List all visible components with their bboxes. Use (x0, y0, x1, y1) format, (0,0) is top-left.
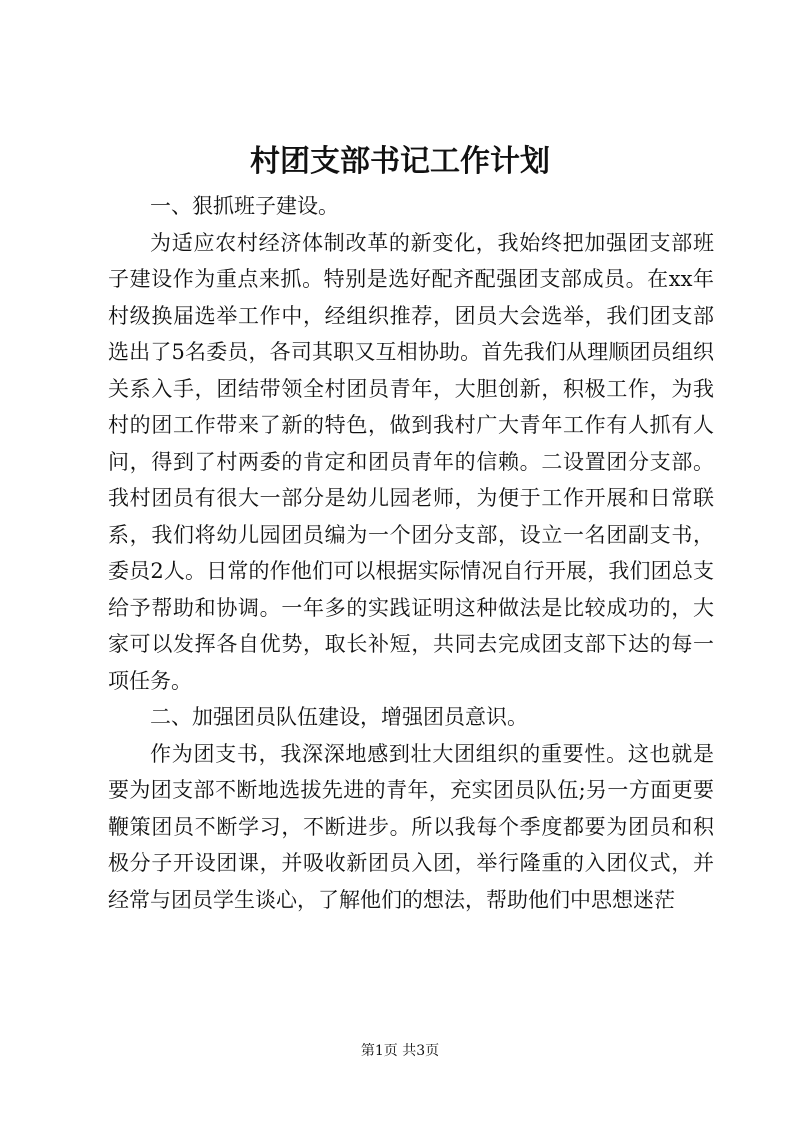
body-paragraph-2: 作为团支书，我深深地感到壮大团组织的重要性。这也就是要为团支部不断地选拔先进的青年，充实团员队伍;另一方面更要鞭策团员不断学习，不断进步。所以我每个季度都要为团员和积极分子开设团课，并吸收新团员入团，举行隆重的入团仪式，并经常与团员学生谈心，了解他们的想法，帮助他们中思想迷茫 (108, 741, 714, 912)
section-heading-1: 一、狠抓班子建设。 (150, 194, 339, 218)
document-title: 村团支部书记工作计划 (250, 144, 550, 179)
document-body (108, 188, 714, 918)
page-footer: 第1页 共3页 (360, 1043, 440, 1059)
body-paragraph-1: 为适应农村经济体制改革的新变化，我始终把加强团支部班子建设作为重点来抓。特别是选好配齐配强团支部成员。在xx年村级换届选举工作中，经组织推荐，团员大会选举，我们团支部选出了5名委员，各司其职又互相协助。首先我们从理顺团员组织关系入手，团结带领全村团员青年，大胆创新，积极工作，为我村的团工作带来了新的特色，做到我村广大青年工作有人抓有人问，得到了村两委的肯定和团员青年的信赖。二设置团分支部。我村团员有很大一部分是幼儿园老师，为便于工作开展和日常联系，我们将幼儿园团员编为一个团分支部，设立一名团副支书，委员2人。日常的作他们可以根据实际情况自行开展，我们团总支给予帮助和协调。一年多的实践证明这种做法是比较成功的，大家可以发挥各自优势，取长补短，共同去完成团支部下达的每一项任务。 (108, 230, 714, 693)
section-heading-2: 二、加强团员队伍建设，增强团员意识。 (150, 705, 528, 729)
